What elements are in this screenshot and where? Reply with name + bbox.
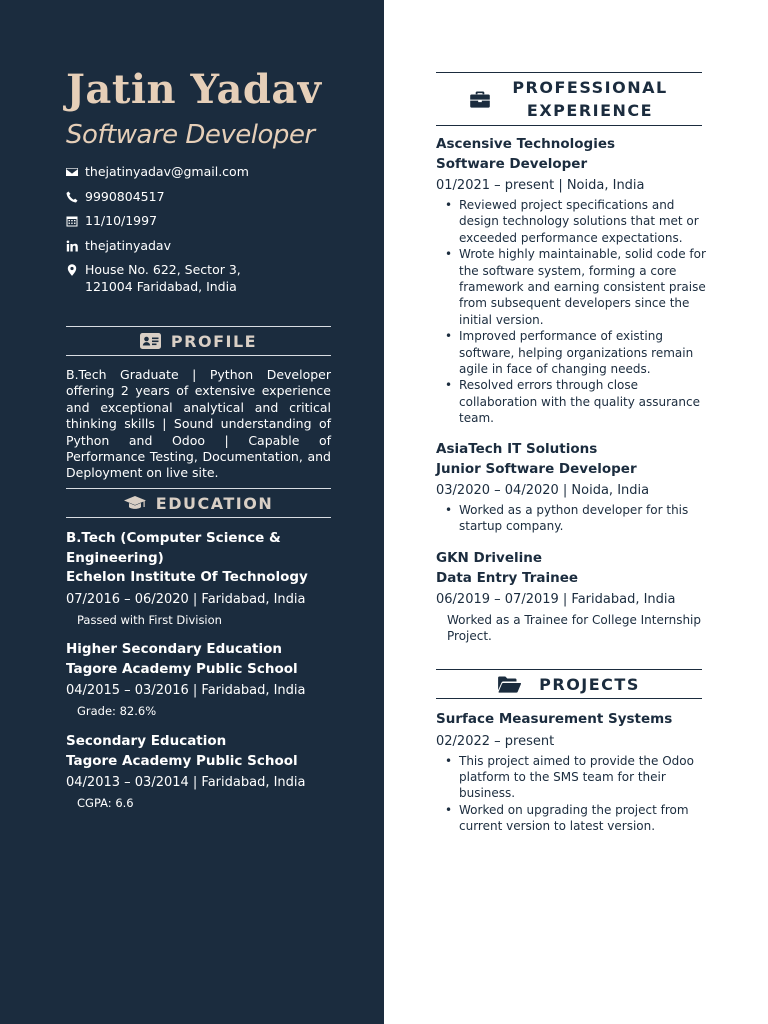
experience-title-line2: EXPERIENCE — [526, 101, 654, 120]
education-item — [66, 529, 331, 628]
address-line2: 121004 Faridabad, India — [85, 278, 237, 294]
position-title: Software Developer — [436, 155, 588, 172]
experience-title — [512, 76, 667, 122]
project-bullets — [436, 753, 706, 835]
school-name: Tagore Academy Public School — [66, 660, 298, 677]
briefcase-icon — [470, 91, 490, 108]
job-bullet: • Resolved errors through close collaboration with the quality assurance team. — [436, 377, 706, 426]
degree-line1: Higher Secondary Education — [66, 641, 282, 657]
email-text: thejatinyadav@gmail.com — [85, 164, 249, 179]
job-bullets — [436, 197, 706, 427]
envelope-icon — [66, 164, 85, 180]
profile-summary: B.Tech Graduate | Python Developer offering 2 years of extensive experience and exceptional analytical and critical thinking skills | Sound understanding of Python and Odoo | Capable of Performance Testing, Documentation, and Deployment on live site. — [66, 367, 331, 481]
phone-icon — [66, 189, 85, 205]
education-note: Grade: 82.6% — [77, 704, 157, 718]
linkedin-icon — [66, 238, 85, 254]
job-date: 06/2019 – 07/2019 | Faridabad, India — [436, 592, 676, 607]
folder-open-icon — [498, 676, 521, 693]
profile-title: PROFILE — [170, 331, 258, 351]
dob-text: 11/10/1997 — [85, 213, 158, 228]
project-bullet: • Worked on upgrading the project from current version to latest version. — [436, 802, 706, 835]
company-name: GKN Driveline — [436, 550, 543, 566]
job-bullets — [436, 502, 706, 535]
job-date: 01/2021 – present | Noida, India — [436, 178, 645, 193]
experience-heading — [436, 72, 702, 126]
company-name: Ascensive Technologies — [436, 136, 616, 152]
job-description: Worked as a Trainee for College Internship Project. — [447, 613, 702, 644]
role-subtitle: Software Developer — [66, 120, 315, 150]
job-bullet: • Reviewed project specifications and design technology solutions that met or exceeded performance expectations. — [436, 197, 706, 246]
degree-line1: Secondary Education — [66, 733, 227, 749]
position-title: Junior Software Developer — [436, 460, 637, 477]
education-note: Passed with First Division — [77, 612, 222, 627]
contact-linkedin[interactable] — [66, 238, 336, 255]
degree-title — [66, 529, 331, 588]
address-line1: House No. 622, Sector 3, — [85, 262, 241, 277]
project-title: Surface Measurement Systems — [436, 711, 673, 727]
location-pin-icon — [66, 262, 85, 278]
degree-line1: B.Tech (Computer Science & — [66, 530, 281, 546]
linkedin-text: thejatinyadav — [85, 237, 171, 253]
name-heading: Jatin Yadav — [66, 66, 322, 113]
calendar-icon — [66, 213, 85, 229]
education-date: 07/2016 – 06/2020 | Faridabad, India — [66, 591, 306, 607]
id-card-icon — [140, 333, 161, 349]
projects-heading — [436, 669, 702, 699]
project-entry — [436, 710, 706, 835]
experience-title-line1: PROFESSIONAL — [512, 78, 668, 97]
profile-heading — [66, 326, 331, 356]
contact-address — [66, 262, 336, 295]
school-name: Echelon Institute Of Technology — [66, 569, 308, 585]
contact-dob — [66, 213, 336, 230]
contact-email[interactable] — [66, 164, 336, 181]
education-title: EDUCATION — [155, 493, 274, 513]
degree-line2: Engineering) — [66, 549, 164, 566]
projects-title: PROJECTS — [539, 674, 640, 694]
job-bullet: • Wrote highly maintainable, solid code for the software system, forming a core framework and earning consistent praise from subsequent developers since the initial version. — [436, 246, 706, 328]
contact-phone[interactable] — [66, 189, 336, 206]
education-heading — [66, 488, 331, 518]
job-entry — [436, 440, 706, 535]
job-date: 03/2020 – 04/2020 | Noida, India — [436, 483, 650, 498]
position-title: Data Entry Trainee — [436, 569, 579, 586]
contact-list — [66, 164, 336, 303]
company-name: AsiaTech IT Solutions — [436, 441, 598, 457]
main-column — [384, 0, 768, 1024]
project-date: 02/2022 – present — [436, 733, 555, 749]
degree-title — [66, 640, 331, 679]
education-item — [66, 732, 331, 811]
job-bullet: • Improved performance of existing software, helping organizations remain agile in face of changing needs. — [436, 328, 706, 377]
job-entry — [436, 135, 706, 427]
graduation-cap-icon — [124, 495, 146, 511]
education-date: 04/2013 – 03/2014 | Faridabad, India — [66, 775, 306, 790]
job-bullet: • Worked as a python developer for this startup company. — [436, 502, 706, 535]
degree-title — [66, 732, 331, 771]
phone-text: 9990804517 — [85, 188, 165, 204]
school-name: Tagore Academy Public School — [66, 752, 298, 769]
job-entry — [436, 549, 706, 645]
education-note: CGPA: 6.6 — [77, 796, 134, 810]
project-bullet: • This project aimed to provide the Odoo platform to the SMS team for their business. — [436, 753, 706, 802]
address-text — [85, 262, 241, 295]
education-date: 04/2015 – 03/2016 | Faridabad, India — [66, 683, 306, 698]
education-item — [66, 640, 331, 719]
